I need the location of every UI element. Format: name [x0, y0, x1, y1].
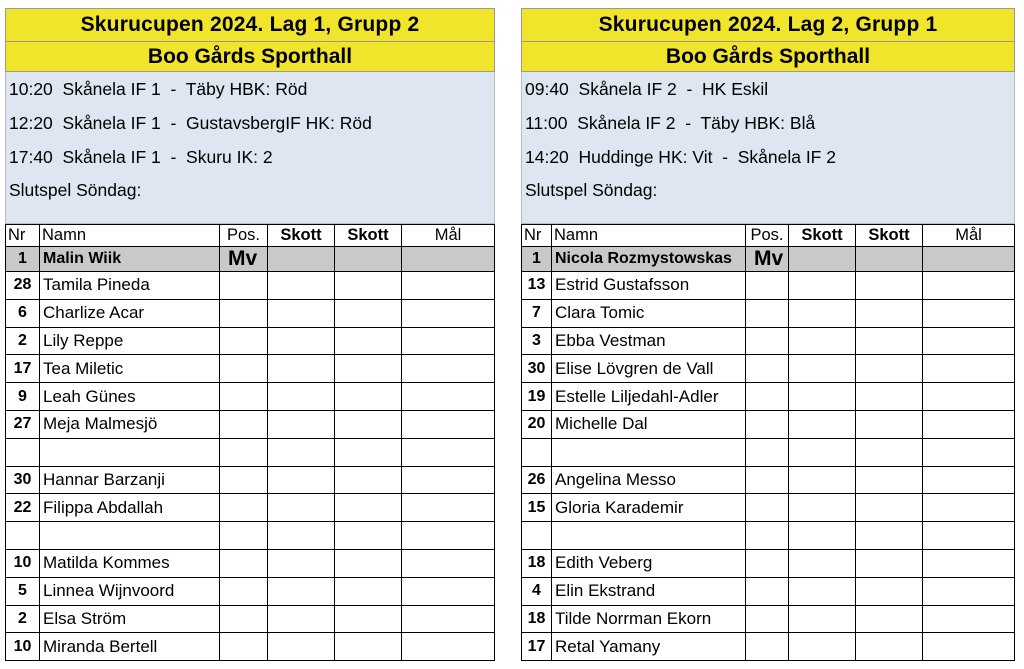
- player-position: [746, 577, 789, 605]
- player-position: [746, 410, 789, 438]
- skott-cell: [789, 466, 856, 494]
- skott-cell: [268, 522, 335, 550]
- skott-cell: [789, 272, 856, 300]
- skott-cell: [335, 466, 402, 494]
- player-row: [522, 466, 1015, 494]
- match-row: 11:00 Skånela IF 2 - Täby HBK: Blå: [525, 113, 816, 133]
- skott-cell: [335, 410, 402, 438]
- skott-cell: [268, 633, 335, 661]
- skott-cell: [268, 355, 335, 383]
- skott-cell: [268, 327, 335, 355]
- player-row: [522, 633, 1015, 661]
- skott-cell: [268, 299, 335, 327]
- player-position: [746, 466, 789, 494]
- player-name: Tea Miletic: [40, 355, 220, 383]
- skott-cell: [856, 299, 923, 327]
- player-name: Michelle Dal: [552, 410, 746, 438]
- player-number: 2: [6, 327, 40, 355]
- player-position: [746, 327, 789, 355]
- player-name: Hannar Barzanji: [40, 466, 220, 494]
- slutspel-label: Slutspel Söndag:: [9, 180, 142, 200]
- skott-cell: [335, 633, 402, 661]
- col-skott-2: Skott: [856, 225, 923, 247]
- player-row: [6, 577, 495, 605]
- player-position: Mv: [220, 247, 268, 272]
- mal-cell: [923, 549, 1015, 577]
- match-row: 09:40 Skånela IF 2 - HK Eskil: [525, 79, 769, 99]
- player-name: Meja Malmesjö: [40, 410, 220, 438]
- player-name: Clara Tomic: [552, 299, 746, 327]
- skott-cell: [789, 633, 856, 661]
- player-number: 3: [522, 327, 552, 355]
- player-number: 28: [6, 272, 40, 300]
- venue-title: Boo Gårds Sporthall: [521, 42, 1015, 72]
- player-number: 17: [6, 355, 40, 383]
- player-name: Elin Ekstrand: [552, 577, 746, 605]
- mal-cell: [402, 383, 495, 411]
- player-name: [40, 438, 220, 466]
- player-name: Estelle Liljedahl-Adler: [552, 383, 746, 411]
- roster-table: [5, 224, 495, 661]
- skott-cell: [856, 438, 923, 466]
- match-row: 14:20 Huddinge HK: Vit - Skånela IF 2: [525, 147, 836, 167]
- player-row: [6, 466, 495, 494]
- player-name: Nicola Rozmystowskas: [552, 247, 746, 272]
- player-position: [746, 522, 789, 550]
- player-row: [6, 605, 495, 633]
- player-name: Retal Yamany: [552, 633, 746, 661]
- mal-cell: [402, 549, 495, 577]
- col-pos: Pos.: [220, 225, 268, 247]
- col-nr: Nr: [6, 225, 40, 247]
- player-row: [6, 272, 495, 300]
- col-skott-2: Skott: [335, 225, 402, 247]
- roster-header-row: [6, 225, 495, 247]
- player-position: [746, 438, 789, 466]
- col-mal: Mål: [923, 225, 1015, 247]
- mal-cell: [923, 272, 1015, 300]
- player-name: Elsa Ström: [40, 605, 220, 633]
- player-row: [6, 438, 495, 466]
- player-position: [220, 355, 268, 383]
- sheet-title: Skurucupen 2024. Lag 2, Grupp 1: [521, 8, 1015, 42]
- mal-cell: [402, 438, 495, 466]
- player-number: [6, 438, 40, 466]
- skott-cell: [789, 605, 856, 633]
- skott-cell: [789, 383, 856, 411]
- skott-cell: [268, 410, 335, 438]
- mal-cell: [923, 410, 1015, 438]
- player-name: [552, 522, 746, 550]
- player-row: [522, 522, 1015, 550]
- skott-cell: [268, 272, 335, 300]
- skott-cell: [335, 383, 402, 411]
- skott-cell: [789, 577, 856, 605]
- skott-cell: [856, 605, 923, 633]
- player-position: [746, 549, 789, 577]
- player-name: Linnea Wijnvoord: [40, 577, 220, 605]
- skott-cell: [856, 466, 923, 494]
- player-name: [552, 438, 746, 466]
- player-name: Edith Veberg: [552, 549, 746, 577]
- player-number: 13: [522, 272, 552, 300]
- mal-cell: [402, 633, 495, 661]
- team-sheet-left: [5, 8, 495, 661]
- mal-cell: [923, 466, 1015, 494]
- skott-cell: [856, 355, 923, 383]
- player-row: [522, 605, 1015, 633]
- player-row: [6, 522, 495, 550]
- player-row: [6, 494, 495, 522]
- player-number: 17: [522, 633, 552, 661]
- player-position: [746, 633, 789, 661]
- skott-cell: [856, 577, 923, 605]
- mal-cell: [923, 577, 1015, 605]
- skott-cell: [856, 247, 923, 272]
- player-position: [220, 605, 268, 633]
- player-row: [6, 549, 495, 577]
- skott-cell: [789, 494, 856, 522]
- player-number: 18: [522, 549, 552, 577]
- player-row: [522, 383, 1015, 411]
- skott-cell: [789, 327, 856, 355]
- player-name: Tamila Pineda: [40, 272, 220, 300]
- sheet-title: Skurucupen 2024. Lag 1, Grupp 2: [5, 8, 495, 42]
- player-row: [522, 272, 1015, 300]
- skott-cell: [789, 522, 856, 550]
- player-row: [6, 355, 495, 383]
- player-number: 1: [522, 247, 552, 272]
- skott-cell: [335, 522, 402, 550]
- mal-cell: [402, 605, 495, 633]
- player-name: Leah Günes: [40, 383, 220, 411]
- skott-cell: [856, 522, 923, 550]
- player-number: 10: [6, 633, 40, 661]
- player-number: 1: [6, 247, 40, 272]
- skott-cell: [856, 549, 923, 577]
- skott-cell: [268, 383, 335, 411]
- player-position: [220, 410, 268, 438]
- skott-cell: [268, 438, 335, 466]
- player-position: [220, 383, 268, 411]
- player-position: [220, 549, 268, 577]
- skott-cell: [268, 577, 335, 605]
- player-name: Malin Wiik: [40, 247, 220, 272]
- player-row: [6, 327, 495, 355]
- player-number: 20: [522, 410, 552, 438]
- player-name: Estrid Gustafsson: [552, 272, 746, 300]
- col-nr: Nr: [522, 225, 552, 247]
- player-number: 15: [522, 494, 552, 522]
- skott-cell: [268, 549, 335, 577]
- player-position: [220, 633, 268, 661]
- mal-cell: [402, 299, 495, 327]
- skott-cell: [335, 247, 402, 272]
- player-row: [522, 438, 1015, 466]
- skott-cell: [856, 494, 923, 522]
- skott-cell: [268, 247, 335, 272]
- col-name: Namn: [552, 225, 746, 247]
- mal-cell: [923, 327, 1015, 355]
- player-position: [220, 299, 268, 327]
- mal-cell: [402, 327, 495, 355]
- player-number: 2: [6, 605, 40, 633]
- player-name: Gloria Karademir: [552, 494, 746, 522]
- player-rows: [6, 272, 495, 661]
- match-row: 12:20 Skånela IF 1 - GustavsbergIF HK: Röd: [9, 113, 372, 133]
- player-name: Ebba Vestman: [552, 327, 746, 355]
- mal-cell: [402, 247, 495, 272]
- player-number: 27: [6, 410, 40, 438]
- player-row: [522, 494, 1015, 522]
- player-position: [746, 494, 789, 522]
- player-number: 26: [522, 466, 552, 494]
- mal-cell: [923, 494, 1015, 522]
- match-row: 17:40 Skånela IF 1 - Skuru IK: 2: [9, 147, 273, 167]
- skott-cell: [268, 494, 335, 522]
- player-position: [220, 577, 268, 605]
- col-skott-1: Skott: [268, 225, 335, 247]
- skott-cell: [335, 272, 402, 300]
- col-name: Namn: [40, 225, 220, 247]
- skott-cell: [856, 327, 923, 355]
- player-name: Elise Lövgren de Vall: [552, 355, 746, 383]
- player-position: [220, 466, 268, 494]
- mal-cell: [923, 247, 1015, 272]
- player-row: [6, 410, 495, 438]
- skott-cell: [335, 327, 402, 355]
- player-position: [746, 605, 789, 633]
- player-row: [522, 299, 1015, 327]
- player-position: [220, 327, 268, 355]
- skott-cell: [268, 466, 335, 494]
- player-row: [522, 577, 1015, 605]
- player-number: 10: [6, 549, 40, 577]
- skott-cell: [335, 577, 402, 605]
- player-row: [522, 410, 1015, 438]
- player-number: [522, 438, 552, 466]
- player-number: 7: [522, 299, 552, 327]
- mal-cell: [402, 466, 495, 494]
- skott-cell: [789, 299, 856, 327]
- player-row: [6, 383, 495, 411]
- mal-cell: [402, 272, 495, 300]
- skott-cell: [856, 633, 923, 661]
- player-name: Angelina Messo: [552, 466, 746, 494]
- mal-cell: [923, 633, 1015, 661]
- mal-cell: [923, 438, 1015, 466]
- skott-cell: [789, 247, 856, 272]
- player-row: [6, 299, 495, 327]
- player-row: [6, 633, 495, 661]
- player-position: [746, 355, 789, 383]
- venue-title: Boo Gårds Sporthall: [5, 42, 495, 72]
- skott-cell: [335, 494, 402, 522]
- mal-cell: [402, 410, 495, 438]
- player-position: [220, 494, 268, 522]
- skott-cell: [856, 272, 923, 300]
- player-rows: [522, 272, 1015, 661]
- player-position: [746, 299, 789, 327]
- player-number: 30: [6, 466, 40, 494]
- col-skott-1: Skott: [789, 225, 856, 247]
- player-row: [522, 355, 1015, 383]
- player-position: [746, 272, 789, 300]
- player-name: Charlize Acar: [40, 299, 220, 327]
- skott-cell: [335, 299, 402, 327]
- roster-header-row: [522, 225, 1015, 247]
- match-row: 10:20 Skånela IF 1 - Täby HBK: Röd: [9, 79, 308, 99]
- mal-cell: [923, 355, 1015, 383]
- player-number: 30: [522, 355, 552, 383]
- match-schedule: [5, 72, 495, 224]
- player-name: Miranda Bertell: [40, 633, 220, 661]
- slutspel-label: Slutspel Söndag:: [525, 180, 658, 200]
- player-number: 4: [522, 577, 552, 605]
- player-number: 19: [522, 383, 552, 411]
- player-position: [220, 438, 268, 466]
- player-position: [220, 522, 268, 550]
- skott-cell: [789, 549, 856, 577]
- player-number: 22: [6, 494, 40, 522]
- mal-cell: [923, 605, 1015, 633]
- skott-cell: [789, 438, 856, 466]
- player-name: Tilde Norrman Ekorn: [552, 605, 746, 633]
- player-position: [220, 272, 268, 300]
- col-mal: Mål: [402, 225, 495, 247]
- player-number: [6, 522, 40, 550]
- player-name: [40, 522, 220, 550]
- mal-cell: [923, 383, 1015, 411]
- goalkeeper-row: [522, 247, 1015, 272]
- player-position: Mv: [746, 247, 789, 272]
- player-number: 9: [6, 383, 40, 411]
- team-sheet-right: [521, 8, 1015, 661]
- player-name: Matilda Kommes: [40, 549, 220, 577]
- col-pos: Pos.: [746, 225, 789, 247]
- player-row: [522, 327, 1015, 355]
- skott-cell: [856, 410, 923, 438]
- skott-cell: [335, 355, 402, 383]
- mal-cell: [402, 522, 495, 550]
- player-number: 5: [6, 577, 40, 605]
- player-number: [522, 522, 552, 550]
- roster-table: [521, 224, 1015, 661]
- mal-cell: [923, 522, 1015, 550]
- player-name: Filippa Abdallah: [40, 494, 220, 522]
- goalkeeper-row: [6, 247, 495, 272]
- mal-cell: [402, 355, 495, 383]
- player-position: [746, 383, 789, 411]
- skott-cell: [789, 410, 856, 438]
- mal-cell: [923, 299, 1015, 327]
- player-number: 6: [6, 299, 40, 327]
- player-row: [522, 549, 1015, 577]
- skott-cell: [335, 549, 402, 577]
- skott-cell: [789, 355, 856, 383]
- skott-cell: [268, 605, 335, 633]
- player-name: Lily Reppe: [40, 327, 220, 355]
- skott-cell: [335, 438, 402, 466]
- mal-cell: [402, 577, 495, 605]
- match-schedule: [521, 72, 1015, 224]
- skott-cell: [335, 605, 402, 633]
- skott-cell: [856, 383, 923, 411]
- player-number: 18: [522, 605, 552, 633]
- mal-cell: [402, 494, 495, 522]
